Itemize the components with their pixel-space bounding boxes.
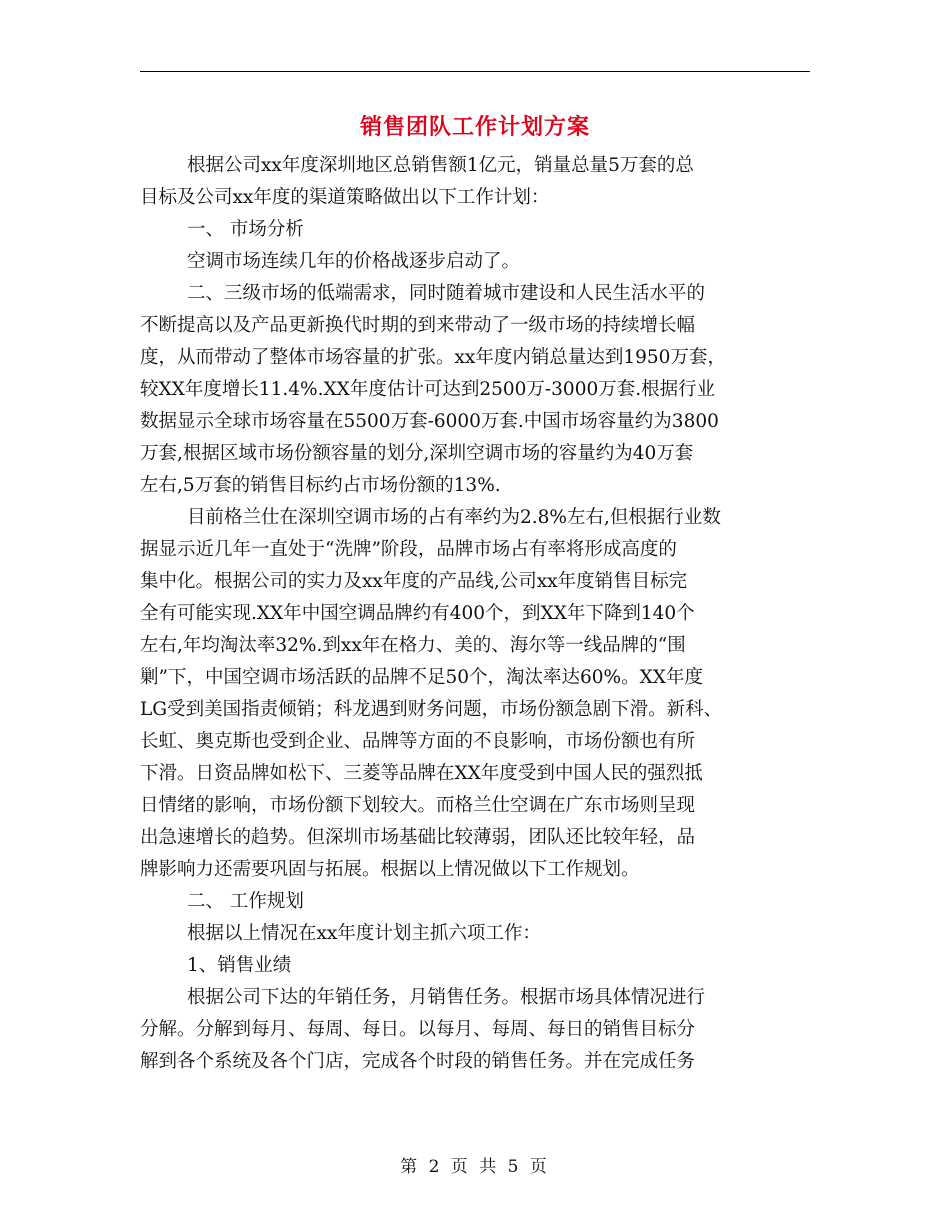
page-footer: 第 2 页 共 5 页 [400, 1157, 550, 1177]
text-line: 根据以上情况在xx年度计划主抓六项工作： [187, 923, 541, 944]
text-line: 分解。分解到每月、每周、每日。以每月、每周、每日的销售目标分 [140, 1019, 696, 1040]
text-line: 解到各个系统及各个门店，完成各个时段的销售任务。并在完成任务 [140, 1051, 696, 1072]
text-line: 下滑。日资品牌如松下、三菱等品牌在XX年度受到中国人民的强烈抵 [140, 763, 703, 784]
text-line: 二、 工作规划 [187, 891, 304, 912]
text-line: 牌影响力还需要巩固与拓展。根据以上情况做以下工作规划。 [140, 859, 640, 880]
text-line: 左右,5万套的销售目标约占市场份额的13%. [140, 475, 501, 496]
text-line: 一、 市场分析 [187, 219, 304, 240]
text-line: 据显示近几年一直处于“洗牌”阶段，品牌市场占有率将形成高度的 [140, 539, 677, 560]
text-line: 万套,根据区域市场份额容量的划分,深圳空调市场的容量约为40万套 [140, 443, 694, 464]
text-line: LG受到美国指责倾销；科龙遇到财务问题，市场份额急剧下滑。新科、 [140, 699, 723, 720]
text-line: 目前格兰仕在深圳空调市场的占有率约为2.8%左右,但根据行业数 [187, 507, 721, 528]
text-line: 度，从而带动了整体市场容量的扩张。xx年度内销总量达到1950万套， [140, 347, 726, 368]
text-line: 出急速增长的趋势。但深圳市场基础比较薄弱，团队还比较年轻，品 [140, 827, 696, 848]
text-line: 根据公司下达的年销任务，月销售任务。根据市场具体情况进行 [187, 987, 706, 1008]
header-rule [140, 71, 810, 72]
text-line: 空调市场连续几年的价格战逐步启动了。 [187, 251, 521, 272]
text-line: 二、三级市场的低端需求，同时随着城市建设和人民生活水平的 [187, 283, 706, 304]
text-line: 数据显示全球市场容量在5500万套-6000万套.中国市场容量约为3800 [140, 411, 719, 432]
text-line: 剿”下，中国空调市场活跃的品牌不足50个，淘汰率达60%。XX年度 [140, 667, 703, 688]
text-line: 集中化。根据公司的实力及xx年度的产品线,公司xx年度销售目标完 [140, 571, 688, 592]
text-line: 目标及公司xx年度的渠道策略做出以下工作计划： [140, 187, 550, 208]
text-line: 较XX年度增长11.4%.XX年度估计可达到2500万-3000万套.根据行业 [140, 379, 716, 400]
text-line: 日情绪的影响，市场份额下划较大。而格兰仕空调在广东市场则呈现 [140, 795, 696, 816]
text-line: 全有可能实现.XX年中国空调品牌约有400个，到XX年下降到140个 [140, 603, 695, 624]
text-line: 1、销售业绩 [187, 955, 292, 976]
document-title: 销售团队工作计划方案 [359, 115, 590, 140]
text-line: 根据公司xx年度深圳地区总销售额1亿元，销量总量5万套的总 [187, 155, 694, 176]
document-body [140, 150, 812, 1078]
text-line: 长虹、奥克斯也受到企业、品牌等方面的不良影响，市场份额也有所 [140, 731, 696, 752]
text-line: 左右,年均淘汰率32%.到xx年在格力、美的、海尔等一线品牌的“围 [140, 635, 686, 656]
text-line: 不断提高以及产品更新换代时期的到来带动了一级市场的持续增长幅 [140, 315, 696, 336]
